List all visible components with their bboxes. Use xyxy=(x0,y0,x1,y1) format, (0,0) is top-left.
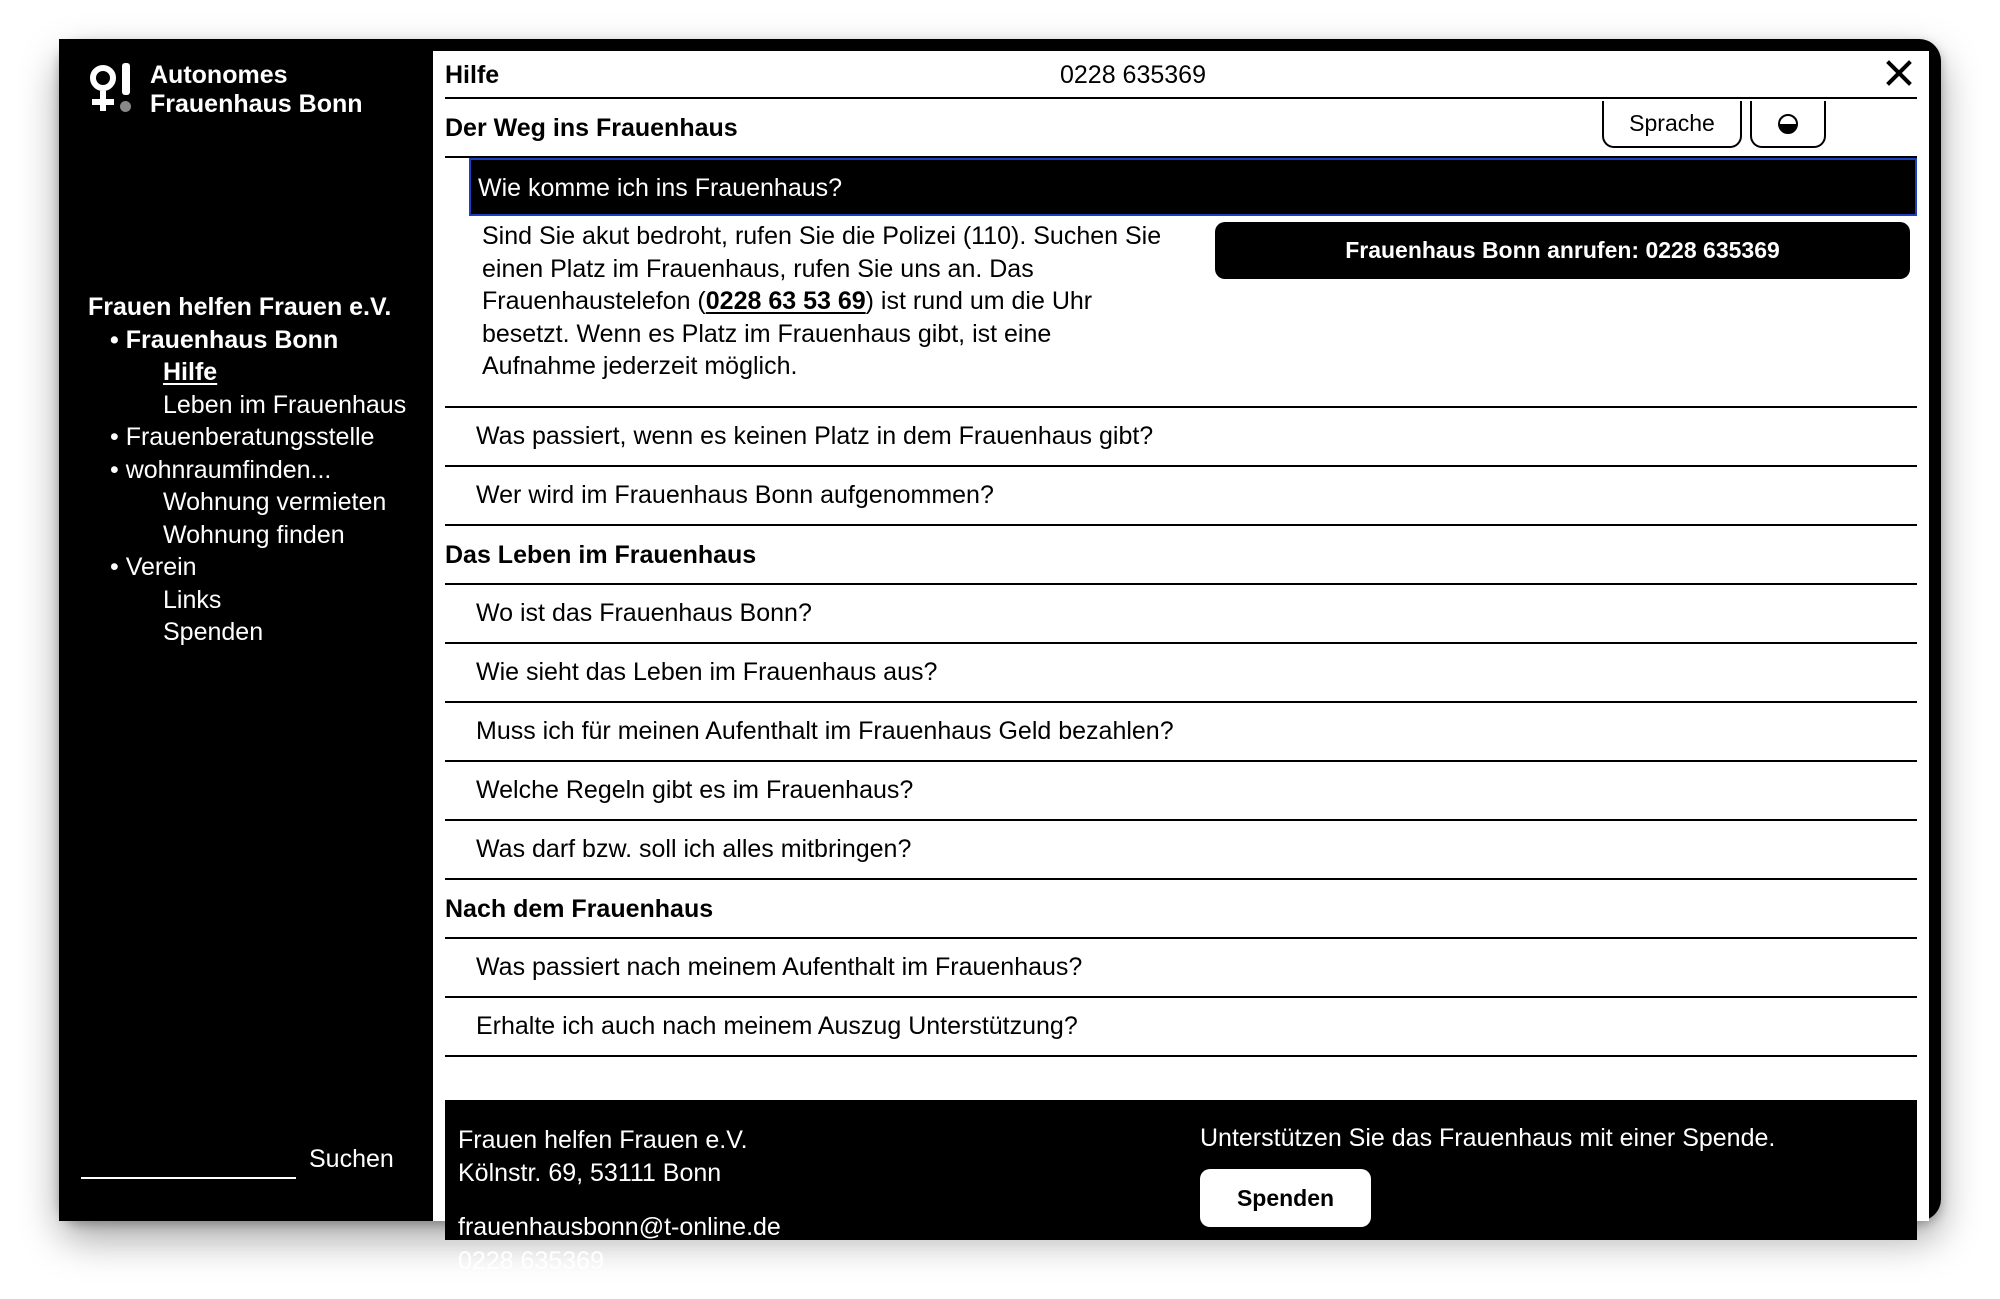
nav-item-org[interactable]: Frauen helfen Frauen e.V. xyxy=(88,293,392,321)
footer-email-link[interactable]: frauenhausbonn@t-online.de xyxy=(458,1213,781,1241)
section-heading-weg: Der Weg ins Frauenhaus xyxy=(445,99,1917,158)
main-panel xyxy=(433,51,1929,1275)
faq-question[interactable]: Wo ist das Frauenhaus Bonn? xyxy=(445,585,1917,644)
close-icon xyxy=(1886,60,1912,86)
donate-text: Unterstützen Sie das Frauenhaus mit einer Spende. xyxy=(1200,1124,1776,1152)
top-bar xyxy=(445,51,1917,99)
faq-question[interactable]: Was passiert, wenn es keinen Platz in dem Frauenhaus gibt? xyxy=(445,408,1917,467)
logo[interactable] xyxy=(86,61,363,119)
call-frauenhaus-button[interactable]: Frauenhaus Bonn anrufen: 0228 635369 xyxy=(1215,222,1910,279)
brand-line-2: Frauenhaus Bonn xyxy=(150,90,363,118)
nav-item-links[interactable]: Links xyxy=(163,585,222,614)
footer-phone-link[interactable]: 0228 635369 xyxy=(458,1247,604,1275)
nav-item-spenden[interactable]: Spenden xyxy=(163,618,264,646)
nav-item-leben-im-frauenhaus[interactable]: Leben im Frauenhaus xyxy=(163,390,407,419)
faq-question[interactable]: Wie sieht das Leben im Frauenhaus aus? xyxy=(445,644,1917,703)
donate-button[interactable]: Spenden xyxy=(1200,1169,1371,1227)
site-navigation xyxy=(88,291,406,649)
faq-answer xyxy=(445,216,1917,408)
nav-item-verein[interactable]: • Verein xyxy=(110,553,197,581)
section-heading-leben: Das Leben im Frauenhaus xyxy=(445,526,1917,585)
nav-item-hilfe[interactable]: Hilfe xyxy=(163,358,218,386)
header-phone[interactable]: 0228 635369 xyxy=(1060,61,1206,89)
answer-phone-link[interactable]: 0228 63 53 69 xyxy=(705,287,866,315)
nav-item-wohnung-vermieten[interactable]: Wohnung vermieten xyxy=(163,488,387,516)
footer-address xyxy=(458,1124,748,1190)
faq-question[interactable]: Erhalte ich auch nach meinem Auszug Unterstützung? xyxy=(445,998,1917,1057)
faq-content xyxy=(445,99,1917,1057)
faq-question[interactable]: Was passiert nach meinem Aufenthalt im Frauenhaus? xyxy=(445,939,1917,998)
faq-question-open[interactable]: Wie komme ich ins Frauenhaus? xyxy=(469,158,1917,216)
search-input[interactable] xyxy=(81,1141,296,1179)
nav-item-frauenberatungsstelle[interactable]: • Frauenberatungsstelle xyxy=(110,423,375,451)
section-heading-nach: Nach dem Frauenhaus xyxy=(445,880,1917,939)
brand-name xyxy=(150,61,363,119)
footer-org: Frauen helfen Frauen e.V. xyxy=(458,1126,748,1154)
brand-line-1: Autonomes xyxy=(150,61,288,89)
nav-item-frauenhaus-bonn[interactable]: • Frauenhaus Bonn xyxy=(110,325,339,354)
faq-question[interactable]: Wer wird im Frauenhaus Bonn aufgenommen? xyxy=(445,467,1917,526)
close-button[interactable] xyxy=(1881,55,1917,91)
faq-question[interactable]: Muss ich für meinen Aufenthalt im Frauenhaus Geld bezahlen? xyxy=(445,703,1917,762)
sidebar xyxy=(59,39,433,1221)
faq-answer-text xyxy=(482,220,1162,383)
page-title: Hilfe xyxy=(445,61,500,89)
nav-item-wohnraumfinden[interactable]: • wohnraumfinden... xyxy=(110,455,332,484)
language-button[interactable]: Sprache xyxy=(1602,101,1742,148)
footer xyxy=(445,1100,1917,1275)
nav-item-wohnung-finden[interactable]: Wohnung finden xyxy=(163,520,345,549)
logo-icon xyxy=(86,61,138,117)
answer-text-part-2: ) ist rund um die Uhr besetzt. Wenn es Platz im Frauenhaus gibt, ist eine Aufnahme jederzeit möglich. xyxy=(482,287,1093,380)
answer-text-part-1: Sind Sie akut bedroht, rufen Sie die Polizei (110). Suchen Sie einen Platz im Frauenhaus, rufen Sie uns an. Das Frauenhaustelefon ( xyxy=(482,222,1162,315)
app-window xyxy=(59,39,1941,1275)
faq-question[interactable]: Welche Regeln gibt es im Frauenhaus? xyxy=(445,762,1917,821)
search-bar xyxy=(81,1141,401,1181)
search-button[interactable]: Suchen xyxy=(309,1145,394,1173)
faq-question[interactable]: Was darf bzw. soll ich alles mitbringen? xyxy=(445,821,1917,880)
footer-street: Kölnstr. 69, 53111 Bonn xyxy=(458,1159,722,1187)
